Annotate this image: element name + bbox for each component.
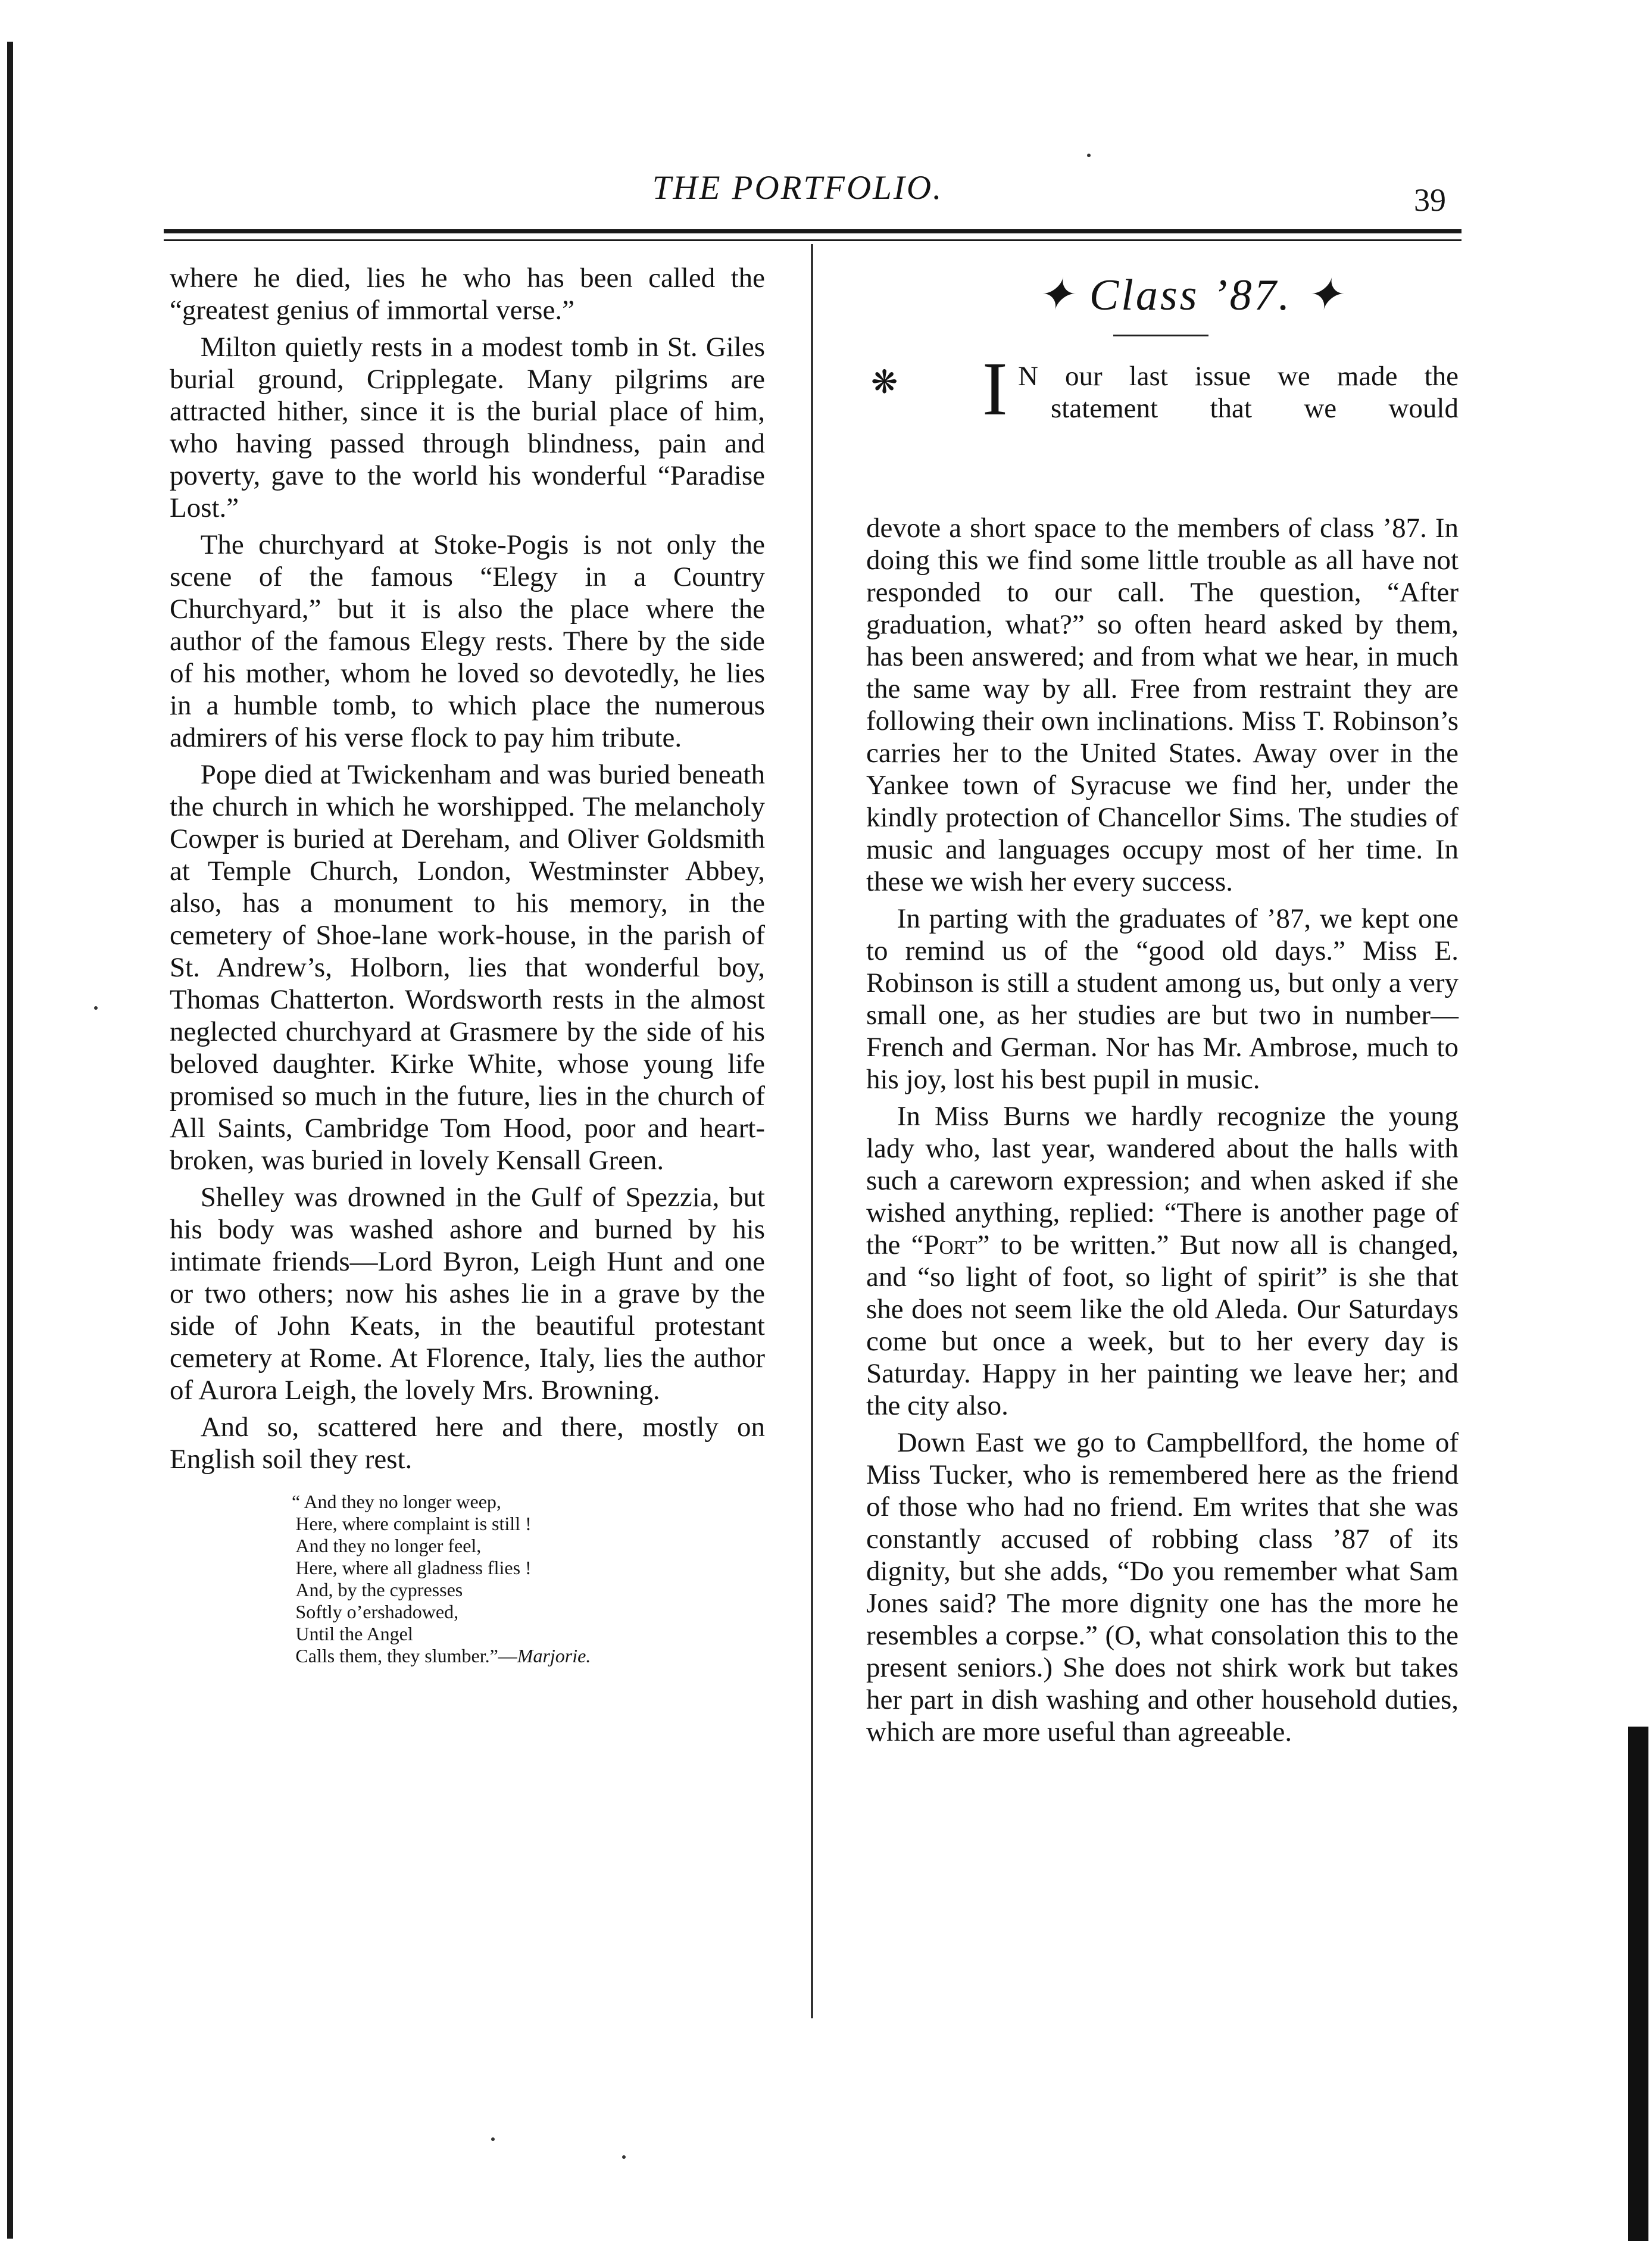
paragraph: Down East we go to Campbellford, the home of Miss Tucker, who is remembered here as the friend of those who had no friend. Em writes that she was constantly accused of robbing class ’87 of its dignity, but she adds, “Do you remember what Sam Jones said? The more dignity one has the more he resembles a corpse.” (O, what consolation this to the present seniors.) She does not shirk work but takes her part in dish washing and other household duties, which are more useful than agreeable. (866, 1427, 1459, 1747)
column-divider (811, 244, 813, 2018)
drop-cap: I (982, 347, 1008, 431)
scan-edge-right (1628, 1727, 1648, 2241)
poem (292, 1491, 765, 1667)
paragraph (866, 1100, 1459, 1422)
poem-line: Here, where complaint is still ! (295, 1513, 532, 1534)
scan-edge-left (7, 42, 13, 2239)
poem-line: Until the Angel (295, 1623, 413, 1644)
scan-speck (622, 2155, 626, 2159)
section-title: ✦ Class ’87. ✦ (1036, 271, 1345, 320)
paragraph: where he died, lies he who has been called the “greatest genius of immortal verse.” (170, 263, 765, 326)
poem-line: Here, where all gladness flies ! (295, 1557, 532, 1578)
header-rule-thick (164, 229, 1461, 233)
poem-line: And they no longer feel, (295, 1535, 482, 1556)
paragraph: The churchyard at Stoke-Pogis is not only the scene of the famous “Elegy in a Country Churchyard,” but it is also the place where the author of the famous Elegy rests. There by the side of his mother, whom he loved so devotedly, he lies in a humble tomb, to which place the numerous admirers of his verse flock to pay him tribute. (170, 529, 765, 753)
right-column (866, 512, 1459, 1753)
text-run: In Miss Burns we hardly recognize the young lady who, last year, wandered about the halls with such a careworn expression; and when asked if she wished anything, replied: “There is another page of the “ (866, 1101, 1459, 1260)
poem-line: Calls them, they slumber.”— (295, 1645, 517, 1666)
scan-speck (491, 2137, 495, 2141)
page-header-title: THE PORTFOLIO. (652, 169, 944, 207)
scan-speck (94, 1006, 98, 1010)
page-number: 39 (1414, 182, 1446, 218)
scan-speck (1087, 154, 1091, 157)
header-rule-thin (164, 239, 1461, 241)
ornament-icon: ❋ (871, 364, 898, 400)
paragraph: Shelley was drowned in the Gulf of Spezzia, but his body was washed ashore and burned by his intimate friends—Lord Byron, Leigh Hunt and one or two others; now his ashes lie in a grave by the side of John Keats, in the beautiful protestant cemetery at Rome. At Florence, Italy, lies the author of Aurora Leigh, the lovely Mrs. Browning. (170, 1182, 765, 1406)
paragraph: Pope died at Twickenham and was buried beneath the church in which he worshipped. The melancholy Cowper is buried at Dereham, and Oliver Goldsmith at Temple Church, London, Westminster Abbey, also, has a monument to his memory, in the cemetery of Shoe-lane work-house, in the parish of St. Andrew’s, Holborn, lies that wonderful boy, Thomas Chatterton. Wordsworth rests in the almost neglected churchyard at Grasmere by the side of his beloved daughter. Kirke White, whose young life promised so much in the future, lies in the church of All Saints, Cambridge Tom Hood, poor and heart-broken, was buried in lovely Kensall Green. (170, 759, 765, 1176)
poem-last-line (292, 1645, 765, 1667)
title-rule (1113, 335, 1208, 336)
paragraph: Milton quietly rests in a modest tomb in St. Giles burial ground, Cripplegate. Many pilgrims are attracted hither, since it is the burial place of him, who having passed through blindness, pain and poverty, gave to the world his wonderful “Paradise Lost.” (170, 332, 765, 523)
paragraph: devote a short space to the members of class ’87. In doing this we find some little trouble as all have not responded to our call. The question, “After graduation, what?” so often heard asked by them, has been answered; and from what we hear, in much the same way by all. Free from restraint they are following their own inclinations. Miss T. Robinson’s carries her to the United States. Away over in the Yankee town of Syracuse we find her, under the kindly protection of Chancellor Sims. The studies of music and languages occupy most of her time. In these we wish her every success. (866, 513, 1459, 897)
left-column (170, 262, 765, 1667)
port-abbrev: Port (923, 1229, 978, 1260)
paragraph: In parting with the graduates of ’87, we kept one to remind us of the “good old days.” Miss E. Robinson is still a student among us, but only a very small one, as her studies are but two in number—French and German. Nor has Mr. Ambrose, much to his joy, lost his best pupil in music. (866, 903, 1459, 1095)
poem-signature: Marjorie. (517, 1645, 591, 1666)
opening-line-2: statement that we would (1051, 393, 1459, 424)
opening-line-1: N our last issue we made the (1018, 361, 1459, 392)
poem-line: Softly o’ershadowed, (295, 1601, 459, 1622)
poem-line: And, by the cypresses (295, 1579, 463, 1600)
paragraph: And so, scattered here and there, mostly on English soil they rest. (170, 1412, 765, 1475)
poem-line: “ And they no longer weep, (292, 1491, 501, 1512)
text-run: ” to be written.” But now all is changed, and “so light of foot, so light of spirit” is she that she does not seem like the old Aleda. Our Saturdays come but once a week, but to her every day is Saturday. Happy in her painting we leave her; and the city also. (866, 1229, 1459, 1421)
